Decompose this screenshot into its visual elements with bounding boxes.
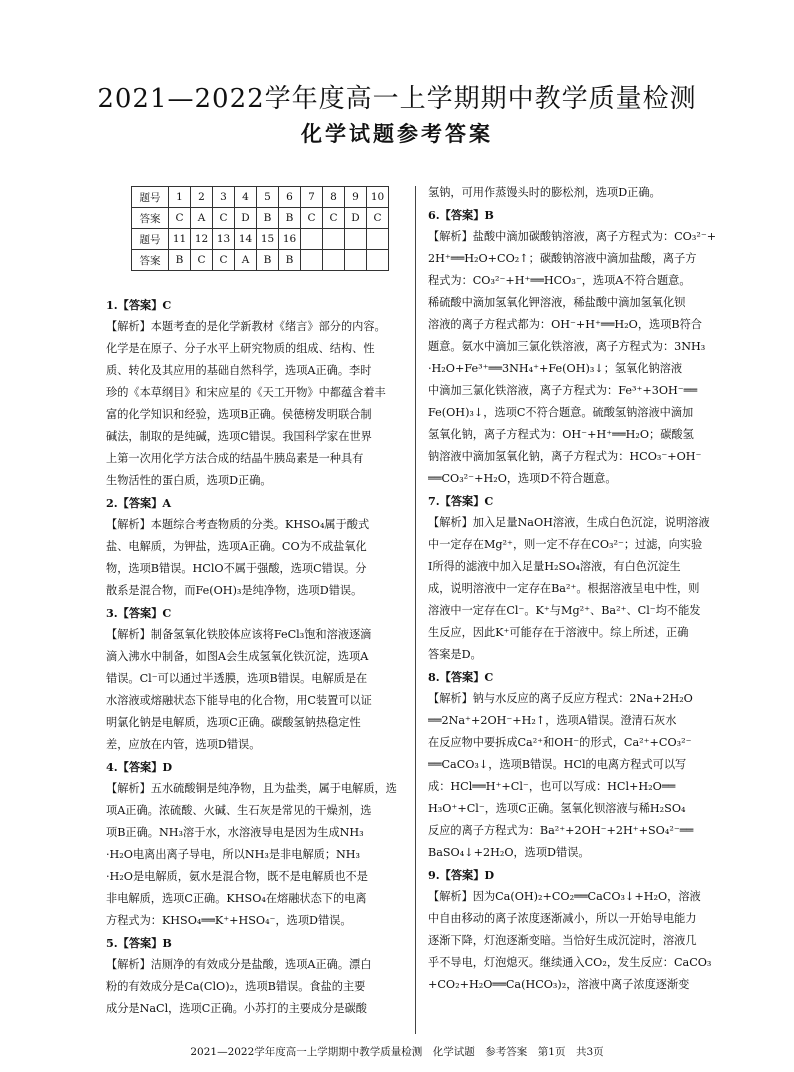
explanation-line: 散系是混合物，而Fe(OH)₃是纯净物，选项D错误。 xyxy=(106,584,363,597)
explanation-line: ·H₂O是电解质，氨水是混合物，既不是电解质也不是 xyxy=(106,870,368,883)
table-cell: 8 xyxy=(323,187,345,208)
table-cell: A xyxy=(235,250,257,271)
explanation-line: 化学是在原子、分子水平上研究物质的组成、结构、性 xyxy=(106,342,375,355)
answer-heading: 1.【答案】C xyxy=(106,298,172,312)
right-column xyxy=(428,182,734,996)
answer-heading: 5.【答案】B xyxy=(106,936,172,950)
answer-heading: 4.【答案】D xyxy=(106,760,173,774)
explanation-line: 项A正确。浓硫酸、火碱、生石灰是常见的干燥剂，选 xyxy=(106,804,372,817)
table-cell: 14 xyxy=(235,229,257,250)
table-cell: B xyxy=(279,250,301,271)
explanation-line: ══CO₃²⁻+H₂O，选项D不符合题意。 xyxy=(428,472,617,485)
table-cell xyxy=(345,250,367,271)
table-cell: B xyxy=(257,208,279,229)
left-column xyxy=(106,294,408,1020)
answer-heading: 2.【答案】A xyxy=(106,496,172,510)
explanation-line: 中自由移动的离子浓度逐渐减小，所以一开始导电能力 xyxy=(428,912,697,925)
table-cell: D xyxy=(345,208,367,229)
explanation-line: 方程式为：KHSO₄══K⁺+HSO₄⁻，选项D错误。 xyxy=(106,914,352,927)
answer-heading: 7.【答案】C xyxy=(428,494,494,508)
explanation-line: 程式为：CO₃²⁻+H⁺══HCO₃⁻，选项A不符合题意。 xyxy=(428,274,691,287)
explanation-line: 上第一次用化学方法合成的结晶牛胰岛素是一种具有 xyxy=(106,452,364,465)
table-cell xyxy=(345,229,367,250)
table-cell: 2 xyxy=(191,187,213,208)
table-cell: 1 xyxy=(169,187,191,208)
table-cell: 答案 xyxy=(132,250,169,271)
explanation-line: 差，应放在内管，选项D错误。 xyxy=(106,738,261,751)
explanation-line: ·H₂O电离出离子导电，所以NH₃是非电解质；NH₃ xyxy=(106,848,361,861)
explanation-line: ══CaCO₃↓，选项B错误。HCl的电离方程式可以写 xyxy=(428,758,687,771)
explanation-line: 【解析】盐酸中滴加碳酸钠溶液，离子方程式为：CO₃²⁻+ xyxy=(428,230,717,243)
explanation-line: 粉的有效成分是Ca(ClO)₂，选项B错误。食盐的主要 xyxy=(106,980,366,993)
table-cell xyxy=(301,229,323,250)
explanation-line: 成：HCl══H⁺+Cl⁻，也可以写成：HCl+H₂O══ xyxy=(428,780,676,793)
table-cell: 5 xyxy=(257,187,279,208)
table-cell: C xyxy=(191,250,213,271)
explanation-line: 【解析】钠与水反应的离子反应方程式：2Na+2H₂O xyxy=(428,692,693,705)
explanation-line: 氢钠，可用作蒸馒头时的膨松剂，选项D正确。 xyxy=(428,186,661,199)
explanation-line: ══2Na⁺+2OH⁻+H₂↑，选项A错误。澄清石灰水 xyxy=(428,714,677,727)
explanation-line: 反应的离子方程式为：Ba²⁺+2OH⁻+2H⁺+SO₄²⁻══ xyxy=(428,824,694,837)
table-cell: C xyxy=(367,208,389,229)
answer-heading: 3.【答案】C xyxy=(106,606,172,620)
answer-heading: 9.【答案】D xyxy=(428,868,495,882)
table-cell: 11 xyxy=(169,229,191,250)
explanation-line: 稀硫酸中滴加氢氧化钾溶液，稀盐酸中滴加氢氧化钡 xyxy=(428,296,686,309)
answer-heading: 8.【答案】C xyxy=(428,670,494,684)
explanation-line: 生反应，因此K⁺可能存在于溶液中。综上所述，正确 xyxy=(428,626,689,639)
table-cell: 9 xyxy=(345,187,367,208)
table-cell xyxy=(301,250,323,271)
explanation-line: 富的化学知识和经验，选项B正确。侯德榜发明联合制 xyxy=(106,408,372,421)
explanation-line: 生物活性的蛋白质，选项D正确。 xyxy=(106,474,272,487)
table-cell: C xyxy=(213,250,235,271)
table-cell xyxy=(367,250,389,271)
explanation-line: BaSO₄↓+2H₂O，选项D错误。 xyxy=(428,846,590,859)
explanation-line: 中滴加三氯化铁溶液，离子方程式为：Fe³⁺+3OH⁻══ xyxy=(428,384,698,397)
explanation-line: 碱法，制取的是纯碱，选项C错误。我国科学家在世界 xyxy=(106,430,372,443)
table-cell: B xyxy=(279,208,301,229)
explanation-line: 【解析】加入足量NaOH溶液，生成白色沉淀，说明溶液 xyxy=(428,516,710,529)
table-cell: C xyxy=(323,208,345,229)
table-cell: 13 xyxy=(213,229,235,250)
column-divider xyxy=(415,186,416,1034)
explanation-line: 钠溶液中滴加氢氧化钠，离子方程式为：HCO₃⁻+OH⁻ xyxy=(428,450,702,463)
explanation-line: +CO₂+H₂O══Ca(HCO₃)₂，溶液中离子浓度逐渐变 xyxy=(428,978,690,991)
explanation-line: 氢氧化钠，离子方程式为：OH⁻+H⁺══H₂O；碳酸氢 xyxy=(428,428,694,441)
explanation-line: 水溶液或熔融状态下能导电的化合物，用C装置可以证 xyxy=(106,694,372,707)
table-cell: C xyxy=(301,208,323,229)
explanation-line: 珍的《本草纲目》和宋应星的《天工开物》中都蕴含着丰 xyxy=(106,386,386,399)
explanation-line: H₃O⁺+Cl⁻，选项C正确。氢氧化钡溶液与稀H₂SO₄ xyxy=(428,802,686,815)
table-cell: C xyxy=(169,208,191,229)
answer-heading: 6.【答案】B xyxy=(428,208,494,222)
explanation-line: 中一定存在Mg²⁺，则一定不存在CO₃²⁻；过滤，向实验 xyxy=(428,538,703,551)
table-row xyxy=(132,229,389,250)
table-cell xyxy=(323,250,345,271)
explanation-line: ·H₂O+Fe³⁺══3NH₄⁺+Fe(OH)₃↓；氢氧化钠溶液 xyxy=(428,362,683,375)
page-footer: 2021—2022学年度高一上学期期中教学质量检测 化学试题 参考答案 第1页 共3页 xyxy=(190,1046,604,1058)
table-cell: 15 xyxy=(257,229,279,250)
explanation-line: 质、转化及其应用的基础自然科学，选项A正确。李时 xyxy=(106,364,372,377)
table-cell: 12 xyxy=(191,229,213,250)
explanation-line: 物，选项B错误。HClO不属于强酸，选项C错误。分 xyxy=(106,562,367,575)
table-cell: B xyxy=(169,250,191,271)
table-cell: 题号 xyxy=(132,229,169,250)
explanation-line: 成，说明溶液中一定存在Ba²⁺。根据溶液呈电中性，则 xyxy=(428,582,700,595)
explanation-line: 逐渐下降，灯泡逐渐变暗。当恰好生成沉淀时，溶液几 xyxy=(428,934,697,947)
explanation-line: 【解析】五水硫酸铜是纯净物，且为盐类，属于电解质，选 xyxy=(106,782,397,795)
explanation-line: 错误。Cl⁻可以通过半透膜，选项B错误。电解质是在 xyxy=(106,672,368,685)
page-title: 2021—2022学年度高一上学期期中教学质量检测 xyxy=(97,84,697,114)
explanation-line: 项B正确。NH₃溶于水，水溶液导电是因为生成NH₃ xyxy=(106,826,364,839)
table-cell: 10 xyxy=(367,187,389,208)
explanation-line: 非电解质，选项C正确。KHSO₄在熔融状态下的电离 xyxy=(106,892,367,905)
explanation-line: 【解析】因为Ca(OH)₂+CO₂══CaCO₃↓+H₂O，溶液 xyxy=(428,890,701,903)
table-cell: B xyxy=(257,250,279,271)
table-cell: 题号 xyxy=(132,187,169,208)
table-cell: 3 xyxy=(213,187,235,208)
answer-key-table xyxy=(131,186,389,271)
explanation-line: 答案是D。 xyxy=(428,648,482,661)
explanation-line: 乎不导电，灯泡熄灭。继续通入CO₂，发生反应：CaCO₃ xyxy=(428,956,712,969)
table-cell xyxy=(367,229,389,250)
explanation-line: 溶液的离子方程式都为：OH⁻+H⁺══H₂O，选项B符合 xyxy=(428,318,702,331)
explanation-line: 【解析】洁厕净的有效成分是盐酸，选项A正确。漂白 xyxy=(106,958,372,971)
explanation-line: 2H⁺══H₂O+CO₂↑；碳酸钠溶液中滴加盐酸，离子方 xyxy=(428,252,697,265)
table-row xyxy=(132,250,389,271)
table-cell: 4 xyxy=(235,187,257,208)
explanation-line: 成分是NaCl，选项C正确。小苏打的主要成分是碳酸 xyxy=(106,1002,367,1015)
table-cell: 答案 xyxy=(132,208,169,229)
table-cell: 16 xyxy=(279,229,301,250)
explanation-line: 溶液中一定存在Cl⁻。K⁺与Mg²⁺、Ba²⁺、Cl⁻均不能发 xyxy=(428,604,701,617)
table-cell: 7 xyxy=(301,187,323,208)
explanation-line: 【解析】本题综合考查物质的分类。KHSO₄属于酸式 xyxy=(106,518,370,531)
table-cell: C xyxy=(213,208,235,229)
explanation-line: Fe(OH)₃↓，选项C不符合题意。硫酸氢钠溶液中滴加 xyxy=(428,406,694,419)
explanation-line: 盐、电解质，为钾盐，选项A正确。CO为不成盐氧化 xyxy=(106,540,367,553)
table-cell: 6 xyxy=(279,187,301,208)
explanation-line: 题意。氨水中滴加三氯化铁溶液，离子方程式为：3NH₃ xyxy=(428,340,706,353)
explanation-line: 在反应物中要拆成Ca²⁺和OH⁻的形式，Ca²⁺+CO₃²⁻ xyxy=(428,736,692,749)
table-cell: A xyxy=(191,208,213,229)
explanation-line: Ⅰ所得的滤液中加入足量H₂SO₄溶液，有白色沉淀生 xyxy=(428,560,681,573)
explanation-line: 【解析】制备氢氧化铁胶体应该将FeCl₃饱和溶液逐滴 xyxy=(106,628,372,641)
table-row xyxy=(132,187,389,208)
table-cell: D xyxy=(235,208,257,229)
explanation-line: 明氯化钠是电解质，选项C正确。碳酸氢钠热稳定性 xyxy=(106,716,361,729)
table-row xyxy=(132,208,389,229)
table-cell xyxy=(323,229,345,250)
explanation-line: 【解析】本题考查的是化学新教材《绪言》部分的内容。 xyxy=(106,320,386,333)
page-subtitle: 化学试题参考答案 xyxy=(301,121,493,146)
explanation-line: 滴入沸水中制备，如图A会生成氢氧化铁沉淀，选项A xyxy=(106,650,369,663)
